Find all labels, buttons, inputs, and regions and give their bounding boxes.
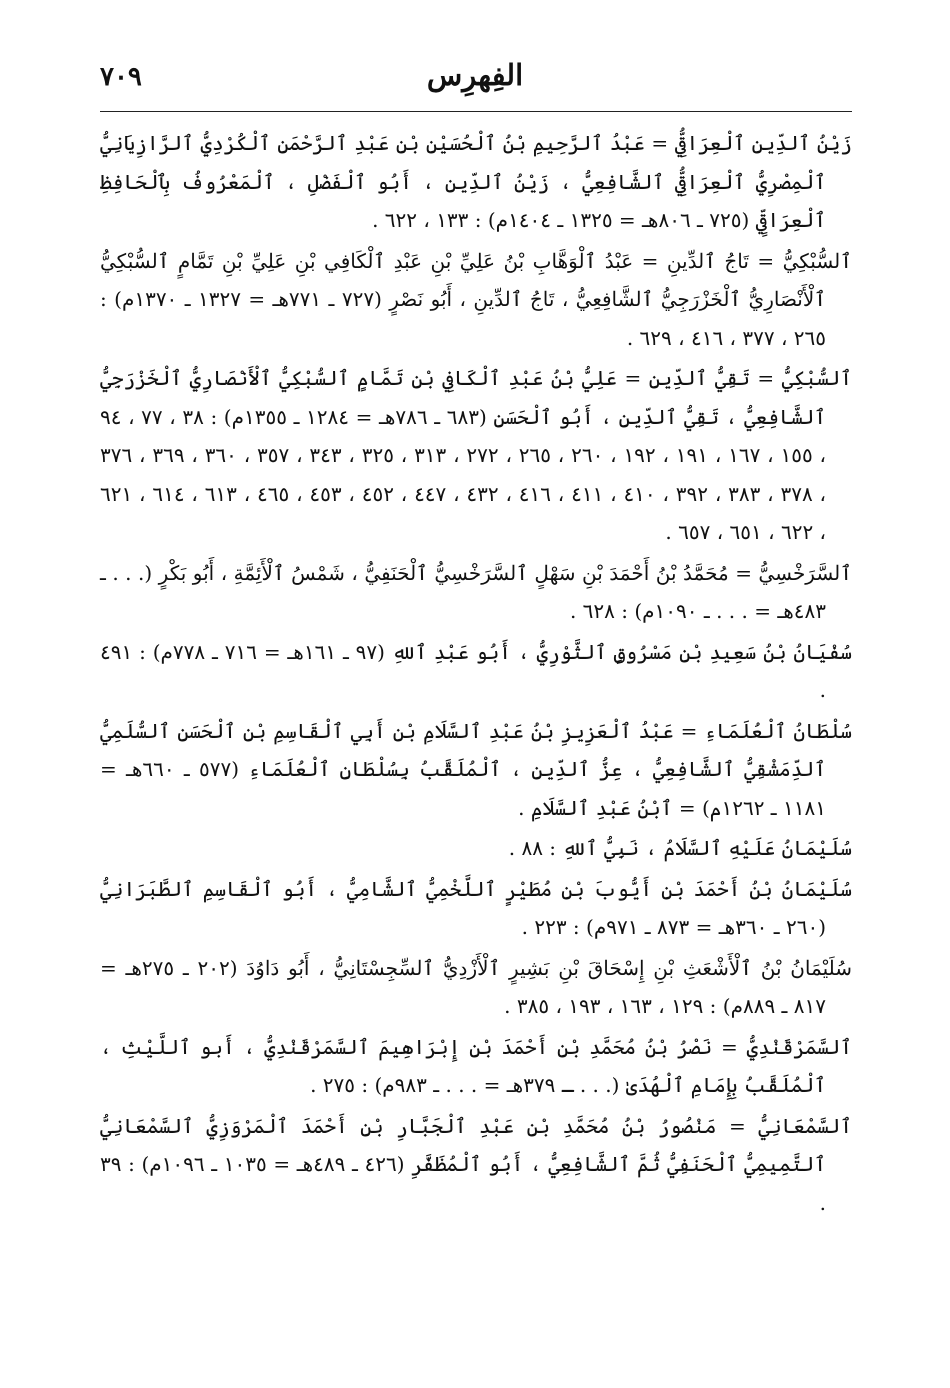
- index-entry: [100, 870, 852, 947]
- index-entry: [100, 712, 852, 828]
- page-title: الفِهرِس: [426, 58, 524, 92]
- entry-text: سُفْيَانُ بْنُ سَعِيدِ بْنِ مَسْرُوقٍ ٱلثَّوْرِيُّ ، أَبُو عَبْدِ ٱللهِ (٩٧ ـ ١٦١هـ = ٧١٦ ـ ٧٧٨م) : ٤٩١ .: [100, 639, 853, 702]
- index-entry: [100, 1107, 852, 1223]
- index-entry: [100, 633, 852, 710]
- entry-text: سُلْطَانُ ٱلْعُلَمَاءِ = عَبْدُ ٱلْعَزِيزِ بْنُ عَبْدِ ٱلسَّلَامِ بْنِ أَبِي ٱلْقَاسِمِ بْنِ ٱلْحَسَنِ ٱلسُّلَمِيُّ ٱلدِّمَشْقِيُّ ٱلشَّافِعِيُّ ، عِزُّ ٱلدِّينِ ، ٱلْمُلَقَّبُ بِسُلْطَانِ ٱلْعُلَمَاءِ (٥٧٧ ـ ٦٦٠هـ = ١١٨١ ـ ١٢٦٢م) = ٱبْنُ عَبْدِ ٱلسَّلَامِ .: [100, 718, 852, 820]
- index-entry: [100, 554, 852, 631]
- index-entry: [100, 1028, 852, 1105]
- index-entry: [100, 242, 852, 358]
- entry-text: ٱلسُّبْكِيُّ = تَاجُ ٱلدِّينِ = عَبْدُ ٱلْوَهَّابِ بْنُ عَلِيِّ بْنِ عَبْدِ ٱلْكَافِي بْنِ عَلِيِّ بْنِ تَمَّامٍ ٱلسُّبْكِيُّ ٱلْأَنْصَارِيُّ ٱلْخَزْرَجِيُّ ٱلشَّافِعِيُّ ، تَاجُ ٱلدِّينِ ، أَبُو نَصْرٍ (٧٢٧ ـ ٧٧١هـ = ١٣٢٧ ـ ١٣٧٠م) : ٢٦٥ ، ٣٧٧ ، ٤١٦ ، ٦٢٩ .: [100, 248, 852, 350]
- index-entry: [100, 359, 852, 552]
- index-entry: [100, 829, 852, 868]
- entry-text: سُلَيْمَانُ عَلَيْهِ ٱلسَّلَامُ ، نَبِيُّ ٱللهِ : ٨٨ .: [508, 836, 852, 860]
- entry-text: ٱلسَّمَرْقَنْدِيُّ = نَصْرُ بْنُ مُحَمَّدِ بْنِ أَحْمَدَ بْنِ إِبْرَاهِيمَ ٱلسَّمَرْقَنْدِيُّ ، أَبو ٱللَّيْثِ ، ٱلْمُلَقَّبُ بِإِمَامِ ٱلْهُدَىٰ (. . . ـ ٣٧٩هـ = . . . ـ ٩٨٣م) : ٢٧٥ .: [100, 1034, 852, 1097]
- header-divider: [100, 111, 852, 112]
- entry-text: ٱلسُّبْكِيُّ = تَقِيُّ ٱلدِّينِ = عَلِيُّ بْنُ عَبْدِ ٱلْكَافِي بْنِ تَمَّامٍ ٱلسُّبْكِيُّ ٱلْأَنْصَارِيُّ ٱلْخَزْرَجِيُّ ٱلشَّافِعِيُّ ، تَقِيُّ ٱلدِّينِ ، أَبُو ٱلْحَسَنِ (٦٨٣ ـ ٧٨٦هـ = ١٢٨٤ ـ ١٣٥٥م) : ٣٨ ، ٧٧ ، ٩٤ ، ١٥٥ ، ١٦٧ ، ١٩١ ، ١٩٢ ، ٢٦٠ ، ٢٦٥ ، ٢٧٢ ، ٣١٣ ، ٣٢٥ ، ٣٤٣ ، ٣٥٧ ، ٣٦٠ ، ٣٦٩ ، ٣٧٦ ، ٣٧٨ ، ٣٨٣ ، ٣٩٢ ، ٤١٠ ، ٤١١ ، ٤١٦ ، ٤٣٢ ، ٤٤٧ ، ٤٥٢ ، ٤٥٣ ، ٤٦٥ ، ٦١٣ ، ٦١٤ ، ٦٢١ ، ٦٢٢ ، ٦٥١ ، ٦٥٧ .: [100, 366, 852, 544]
- entry-text: زَيْنُ ٱلدِّينِ ٱلْعِرَاقِيُّ = عَبْدُ ٱلرَّحِيمِ بْنُ ٱلْحُسَيْنِ بْنِ عَبْدِ ٱلرَّحْمَنِ ٱلْكُرْدِيُّ ٱلرَّازِيَانِيُّ ٱلْمِصْرِيُّ ٱلْعِرَاقِيُّ ٱلشَّافِعِيُّ ، زَيْنُ ٱلدِّينِ ، أَبُو ٱلْفَضْلِ ، ٱلْمَعْرُوفُ بِٱلْحَافِظِ ٱلْعِرَاقِيِّ (٧٢٥ ـ ٨٠٦هـ = ١٣٢٥ ـ ١٤٠٤م) : ١٣٣ ، ٦٢٢ .: [100, 131, 852, 232]
- entry-text: ٱلسَّمْعَانِيُّ = مَنْصُورُ بْنُ مُحَمَّدِ بْنِ عَبْدِ ٱلْجَبَّارِ بْنِ أَحْمَدَ ٱلْمَرْوَزِيُّ ٱلسَّمْعَانِيُّ ٱلتَّمِيمِيُّ ٱلْحَنَفِيُّ ثُمَّ ٱلشَّافِعِيُّ ، أَبُو ٱلْمُظَفَّرِ (٤٢٦ ـ ٤٨٩هـ = ١٠٣٥ ـ ١٠٩٦م) : ٣٩ .: [100, 1113, 852, 1215]
- entry-text: ٱلسَّرَخْسِيُّ = مُحَمَّدُ بْنُ أَحْمَدَ بْنِ سَهْلٍ ٱلسَّرَخْسِيُّ ٱلْحَنَفِيُّ ، شَمْسُ ٱلْأَئِمَّةِ ، أَبُو بَكْرٍ (. . . ـ ٤٨٣هـ = . . . ـ ١٠٩٠م) : ٦٢٨ .: [100, 560, 852, 623]
- index-entries: [100, 124, 852, 1224]
- entry-text: سُلَيْمَانُ بْنُ أَحْمَدَ بْنِ أَيُّوبَ بْنِ مُطَيْرٍ ٱللَّخْمِيُّ ٱلشَّامِيُّ ، أَبُو ٱلْقَاسِمِ ٱلطَّبَرَانِيُّ (٢٦٠ ـ ٣٦٠هـ = ٨٧٣ ـ ٩٧١م) : ٢٢٣ .: [100, 876, 852, 939]
- page-header: [100, 52, 850, 108]
- page-number: ٧٠٩: [100, 62, 142, 92]
- entry-text: سُلَيْمَانُ بْنُ ٱلْأَشْعَثِ بْنِ إِسْحَاقَ بْنِ بَشِيرٍ ٱلْأَزْدِيُّ ٱلسِّجِسْتَانِيُّ ، أَبُو دَاوُدَ (٢٠٢ ـ ٢٧٥هـ = ٨١٧ ـ ٨٨٩م) : ١٢٩ ، ١٦٣ ، ١٩٣ ، ٣٨٥ .: [100, 955, 853, 1018]
- index-entry: [100, 124, 852, 240]
- index-entry: [100, 949, 852, 1026]
